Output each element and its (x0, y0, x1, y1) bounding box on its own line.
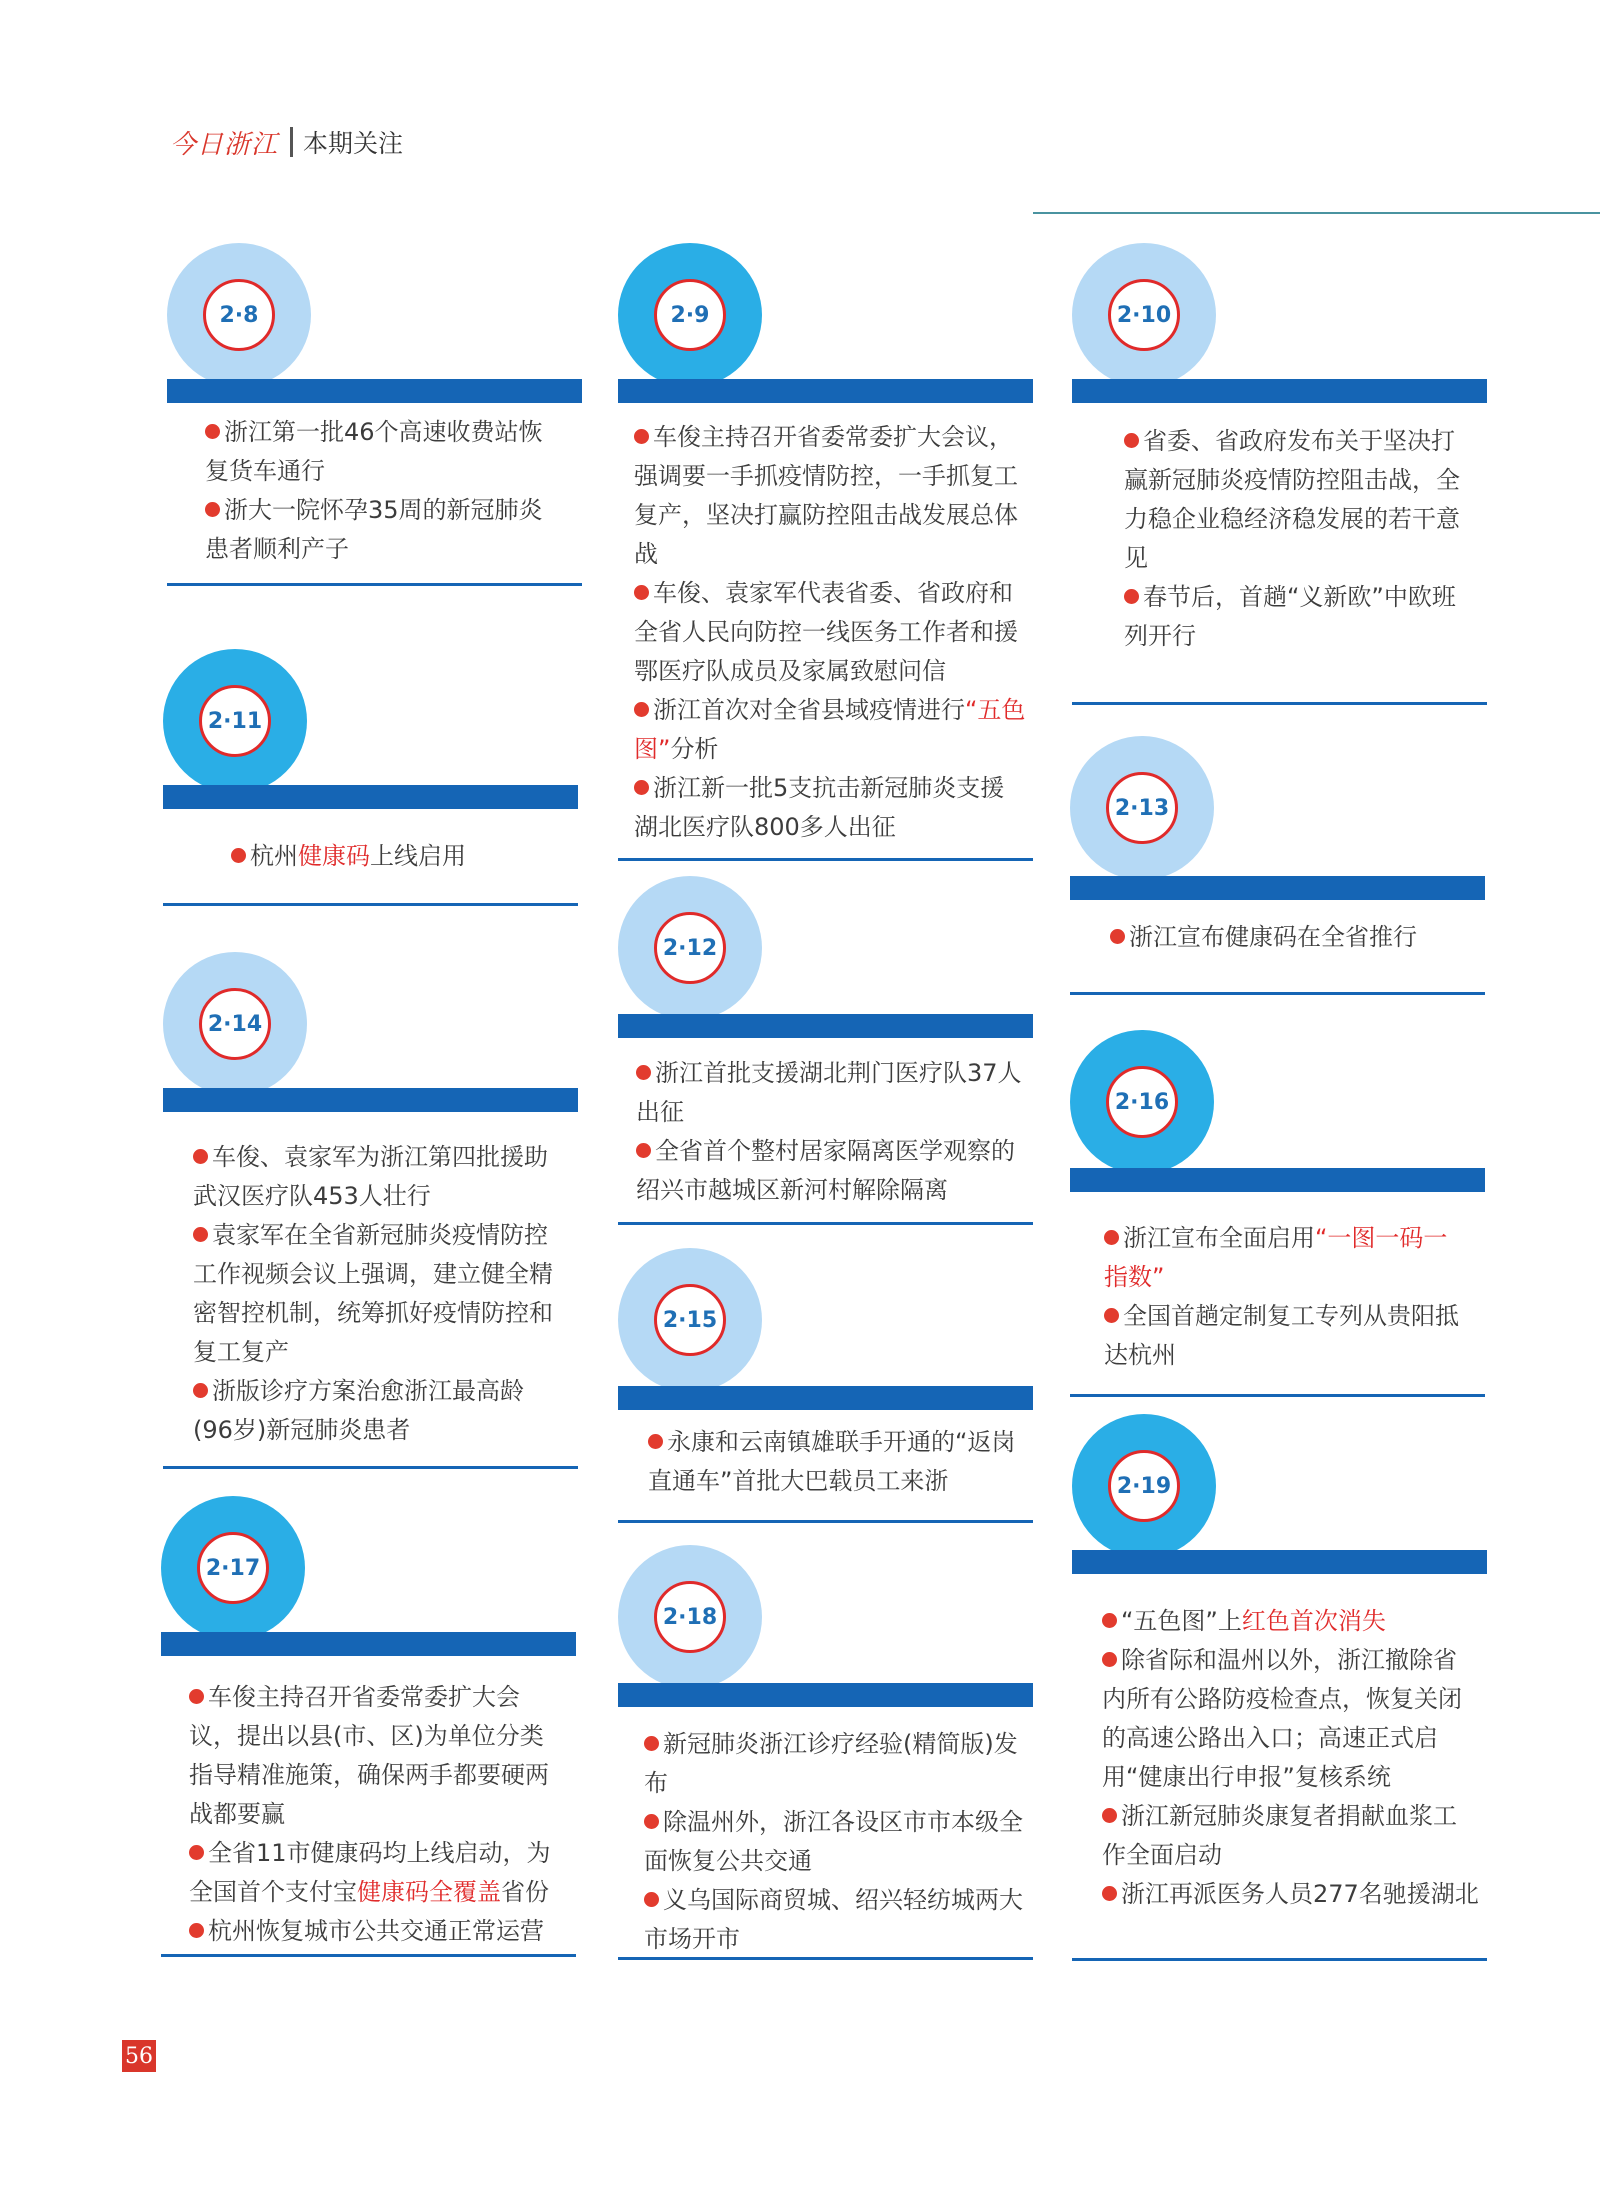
news-item: 车俊、袁家军为浙江第四批援助武汉医疗队453人壮行 (193, 1143, 548, 1210)
bullet-dot-icon (205, 502, 220, 517)
bullet-dot-icon (636, 1065, 651, 1080)
news-list (648, 1423, 1023, 1501)
bullet-dot-icon (231, 848, 246, 863)
bullet-dot-icon (634, 780, 649, 795)
news-list (189, 1678, 559, 1951)
news-list (205, 413, 545, 569)
timeline-card-2-9 (618, 243, 1033, 863)
bullet-dot-icon (1104, 1308, 1119, 1323)
top-rule (1033, 212, 1600, 214)
timeline-card-2-12 (618, 876, 1033, 1228)
bullet-dot-icon (644, 1892, 659, 1907)
date-badge (1106, 1066, 1178, 1138)
news-item: 杭州恢复城市公共交通正常运营 (189, 1912, 559, 1951)
bullet-dot-icon (1102, 1886, 1117, 1901)
news-list (231, 837, 551, 876)
news-item: 浙江再派医务人员277名驰援湖北 (1102, 1875, 1480, 1914)
bullet-dot-icon (644, 1736, 659, 1751)
date-bar (167, 379, 582, 403)
news-item: 浙江新冠肺炎康复者捐献血浆工作全面启动 (1102, 1802, 1457, 1869)
bullet-dot-icon (634, 429, 649, 444)
news-item: 袁家军在全省新冠肺炎疫情防控工作视频会议上强调，建立健全精密智控机制，统筹抓好疫情防控和复工复产 (193, 1221, 553, 1366)
news-list (644, 1725, 1024, 1959)
header-divider (290, 127, 293, 157)
timeline-card-2-8 (167, 243, 582, 588)
bullet-dot-icon (1124, 589, 1139, 604)
date-badge (203, 279, 275, 351)
news-item: 义乌国际商贸城、绍兴轻纺城两大市场开市 (644, 1886, 1023, 1953)
date-label: 2·14 (207, 1011, 263, 1037)
card-bottom-rule (163, 1466, 578, 1469)
date-bar (163, 1088, 578, 1112)
timeline-card-2-11 (163, 649, 578, 909)
news-item: 浙版诊疗方案治愈浙江最高龄(96岁)新冠肺炎患者 (193, 1377, 524, 1444)
news-item: “五色图”上红色首次消失 (1102, 1602, 1480, 1641)
bullet-dot-icon (1110, 929, 1125, 944)
date-badge (199, 685, 271, 757)
card-bottom-rule (167, 583, 582, 586)
news-item: 新冠肺炎浙江诊疗经验(精简版)发布 (644, 1730, 1018, 1797)
news-item: 浙江首次对全省县域疫情进行“五色图”分析 (634, 696, 1026, 763)
section-title: 本期关注 (303, 129, 404, 158)
card-bottom-rule (163, 903, 578, 906)
date-badge (1108, 1450, 1180, 1522)
news-list (1104, 1219, 1464, 1375)
card-bottom-rule (1072, 702, 1487, 705)
bullet-dot-icon (634, 585, 649, 600)
timeline-card-2-18 (618, 1545, 1033, 1963)
bullet-dot-icon (1104, 1230, 1119, 1245)
card-bottom-rule (618, 1520, 1033, 1523)
news-item: 杭州健康码上线启用 (231, 837, 551, 876)
magazine-logo: 今日浙江 (170, 129, 279, 160)
news-item: 浙江第一批46个高速收费站恢复货车通行 (205, 418, 543, 485)
bullet-dot-icon (636, 1143, 651, 1158)
timeline-card-2-10 (1072, 243, 1487, 708)
date-badge (654, 279, 726, 351)
news-list (634, 418, 1026, 847)
date-bar (161, 1632, 576, 1656)
date-label: 2·16 (1114, 1089, 1170, 1115)
card-bottom-rule (618, 1222, 1033, 1225)
date-label: 2·19 (1116, 1473, 1172, 1499)
timeline-card-2-13 (1070, 736, 1485, 998)
timeline-card-2-15 (618, 1248, 1033, 1526)
news-list (1124, 422, 1469, 656)
news-list (1110, 918, 1470, 957)
news-item: 浙江宣布健康码在全省推行 (1110, 918, 1470, 957)
date-label: 2·17 (205, 1555, 261, 1581)
news-item: 全国首趟定制复工专列从贵阳抵达杭州 (1104, 1302, 1459, 1369)
date-badge (654, 1284, 726, 1356)
bullet-dot-icon (1102, 1613, 1117, 1628)
date-badge (199, 988, 271, 1060)
news-item: 浙大一院怀孕35周的新冠肺炎患者顺利产子 (205, 496, 543, 563)
bullet-dot-icon (634, 702, 649, 717)
news-item: 车俊主持召开省委常委扩大会议，提出以县(市、区)为单位分类指导精准施策，确保两手都要硬两战都要赢 (189, 1683, 549, 1828)
date-bar (618, 1683, 1033, 1707)
news-list (1102, 1602, 1480, 1914)
date-badge (1106, 772, 1178, 844)
page-header (170, 122, 403, 162)
timeline-card-2-17 (161, 1496, 576, 1960)
date-bar (618, 1014, 1033, 1038)
news-item: 除省际和温州以外，浙江撤除省内所有公路防疫检查点，恢复关闭的高速公路出入口；高速正式启用“健康出行申报”复核系统 (1102, 1646, 1462, 1791)
date-badge (654, 1581, 726, 1653)
date-bar (163, 785, 578, 809)
news-list (193, 1138, 553, 1450)
card-bottom-rule (161, 1954, 576, 1957)
bullet-dot-icon (644, 1814, 659, 1829)
date-label: 2·8 (219, 302, 259, 328)
news-item: 全省首个整村居家隔离医学观察的绍兴市越城区新河村解除隔离 (636, 1137, 1015, 1204)
date-bar (1072, 1550, 1487, 1574)
bullet-dot-icon (189, 1923, 204, 1938)
date-label: 2·13 (1114, 795, 1170, 821)
date-bar (618, 379, 1033, 403)
date-bar (1070, 876, 1485, 900)
bullet-dot-icon (193, 1383, 208, 1398)
news-item: 浙江宣布全面启用“一图一码一指数” (1104, 1224, 1448, 1291)
news-item: 除温州外，浙江各设区市市本级全面恢复公共交通 (644, 1808, 1023, 1875)
card-bottom-rule (1070, 992, 1485, 995)
date-label: 2·11 (207, 708, 263, 734)
card-bottom-rule (618, 1957, 1033, 1960)
bullet-dot-icon (189, 1845, 204, 1860)
timeline-card-2-14 (163, 952, 578, 1472)
bullet-dot-icon (193, 1149, 208, 1164)
news-item: 省委、省政府发布关于坚决打赢新冠肺炎疫情防控阻击战，全力稳企业稳经济稳发展的若干意见 (1124, 427, 1460, 572)
date-bar (1072, 379, 1487, 403)
card-bottom-rule (618, 858, 1033, 861)
bullet-dot-icon (1102, 1652, 1117, 1667)
date-label: 2·9 (670, 302, 710, 328)
bullet-dot-icon (1102, 1808, 1117, 1823)
date-badge (197, 1532, 269, 1604)
news-item: 春节后，首趟“义新欧”中欧班列开行 (1124, 583, 1456, 650)
date-badge (654, 912, 726, 984)
page-number: 56 (122, 2040, 156, 2072)
news-list (636, 1054, 1026, 1210)
date-label: 2·10 (1116, 302, 1172, 328)
date-bar (618, 1386, 1033, 1410)
date-bar (1070, 1168, 1485, 1192)
card-bottom-rule (1070, 1394, 1485, 1397)
date-badge (1108, 279, 1180, 351)
bullet-dot-icon (189, 1689, 204, 1704)
date-label: 2·18 (662, 1604, 718, 1630)
bullet-dot-icon (205, 424, 220, 439)
news-item: 全省11市健康码均上线启动，为全国首个支付宝健康码全覆盖省份 (189, 1839, 551, 1906)
news-item: 车俊主持召开省委常委扩大会议，强调要一手抓疫情防控，一手抓复工复产，坚决打赢防控阻击战发展总体战 (634, 423, 1018, 568)
bullet-dot-icon (1124, 433, 1139, 448)
bullet-dot-icon (193, 1227, 208, 1242)
timeline-card-2-16 (1070, 1030, 1485, 1400)
news-item: 浙江新一批5支抗击新冠肺炎支援湖北医疗队800多人出征 (634, 774, 1005, 841)
timeline-card-2-19 (1072, 1414, 1487, 1964)
date-label: 2·15 (662, 1307, 718, 1333)
date-label: 2·12 (662, 935, 718, 961)
news-item: 车俊、袁家军代表省委、省政府和全省人民向防控一线医务工作者和援鄂医疗队成员及家属致慰问信 (634, 579, 1018, 685)
news-item: 永康和云南镇雄联手开通的“返岗直通车”首批大巴载员工来浙 (648, 1428, 1016, 1495)
bullet-dot-icon (648, 1434, 663, 1449)
card-bottom-rule (1072, 1958, 1487, 1961)
news-item: 浙江首批支援湖北荆门医疗队37人出征 (636, 1059, 1022, 1126)
